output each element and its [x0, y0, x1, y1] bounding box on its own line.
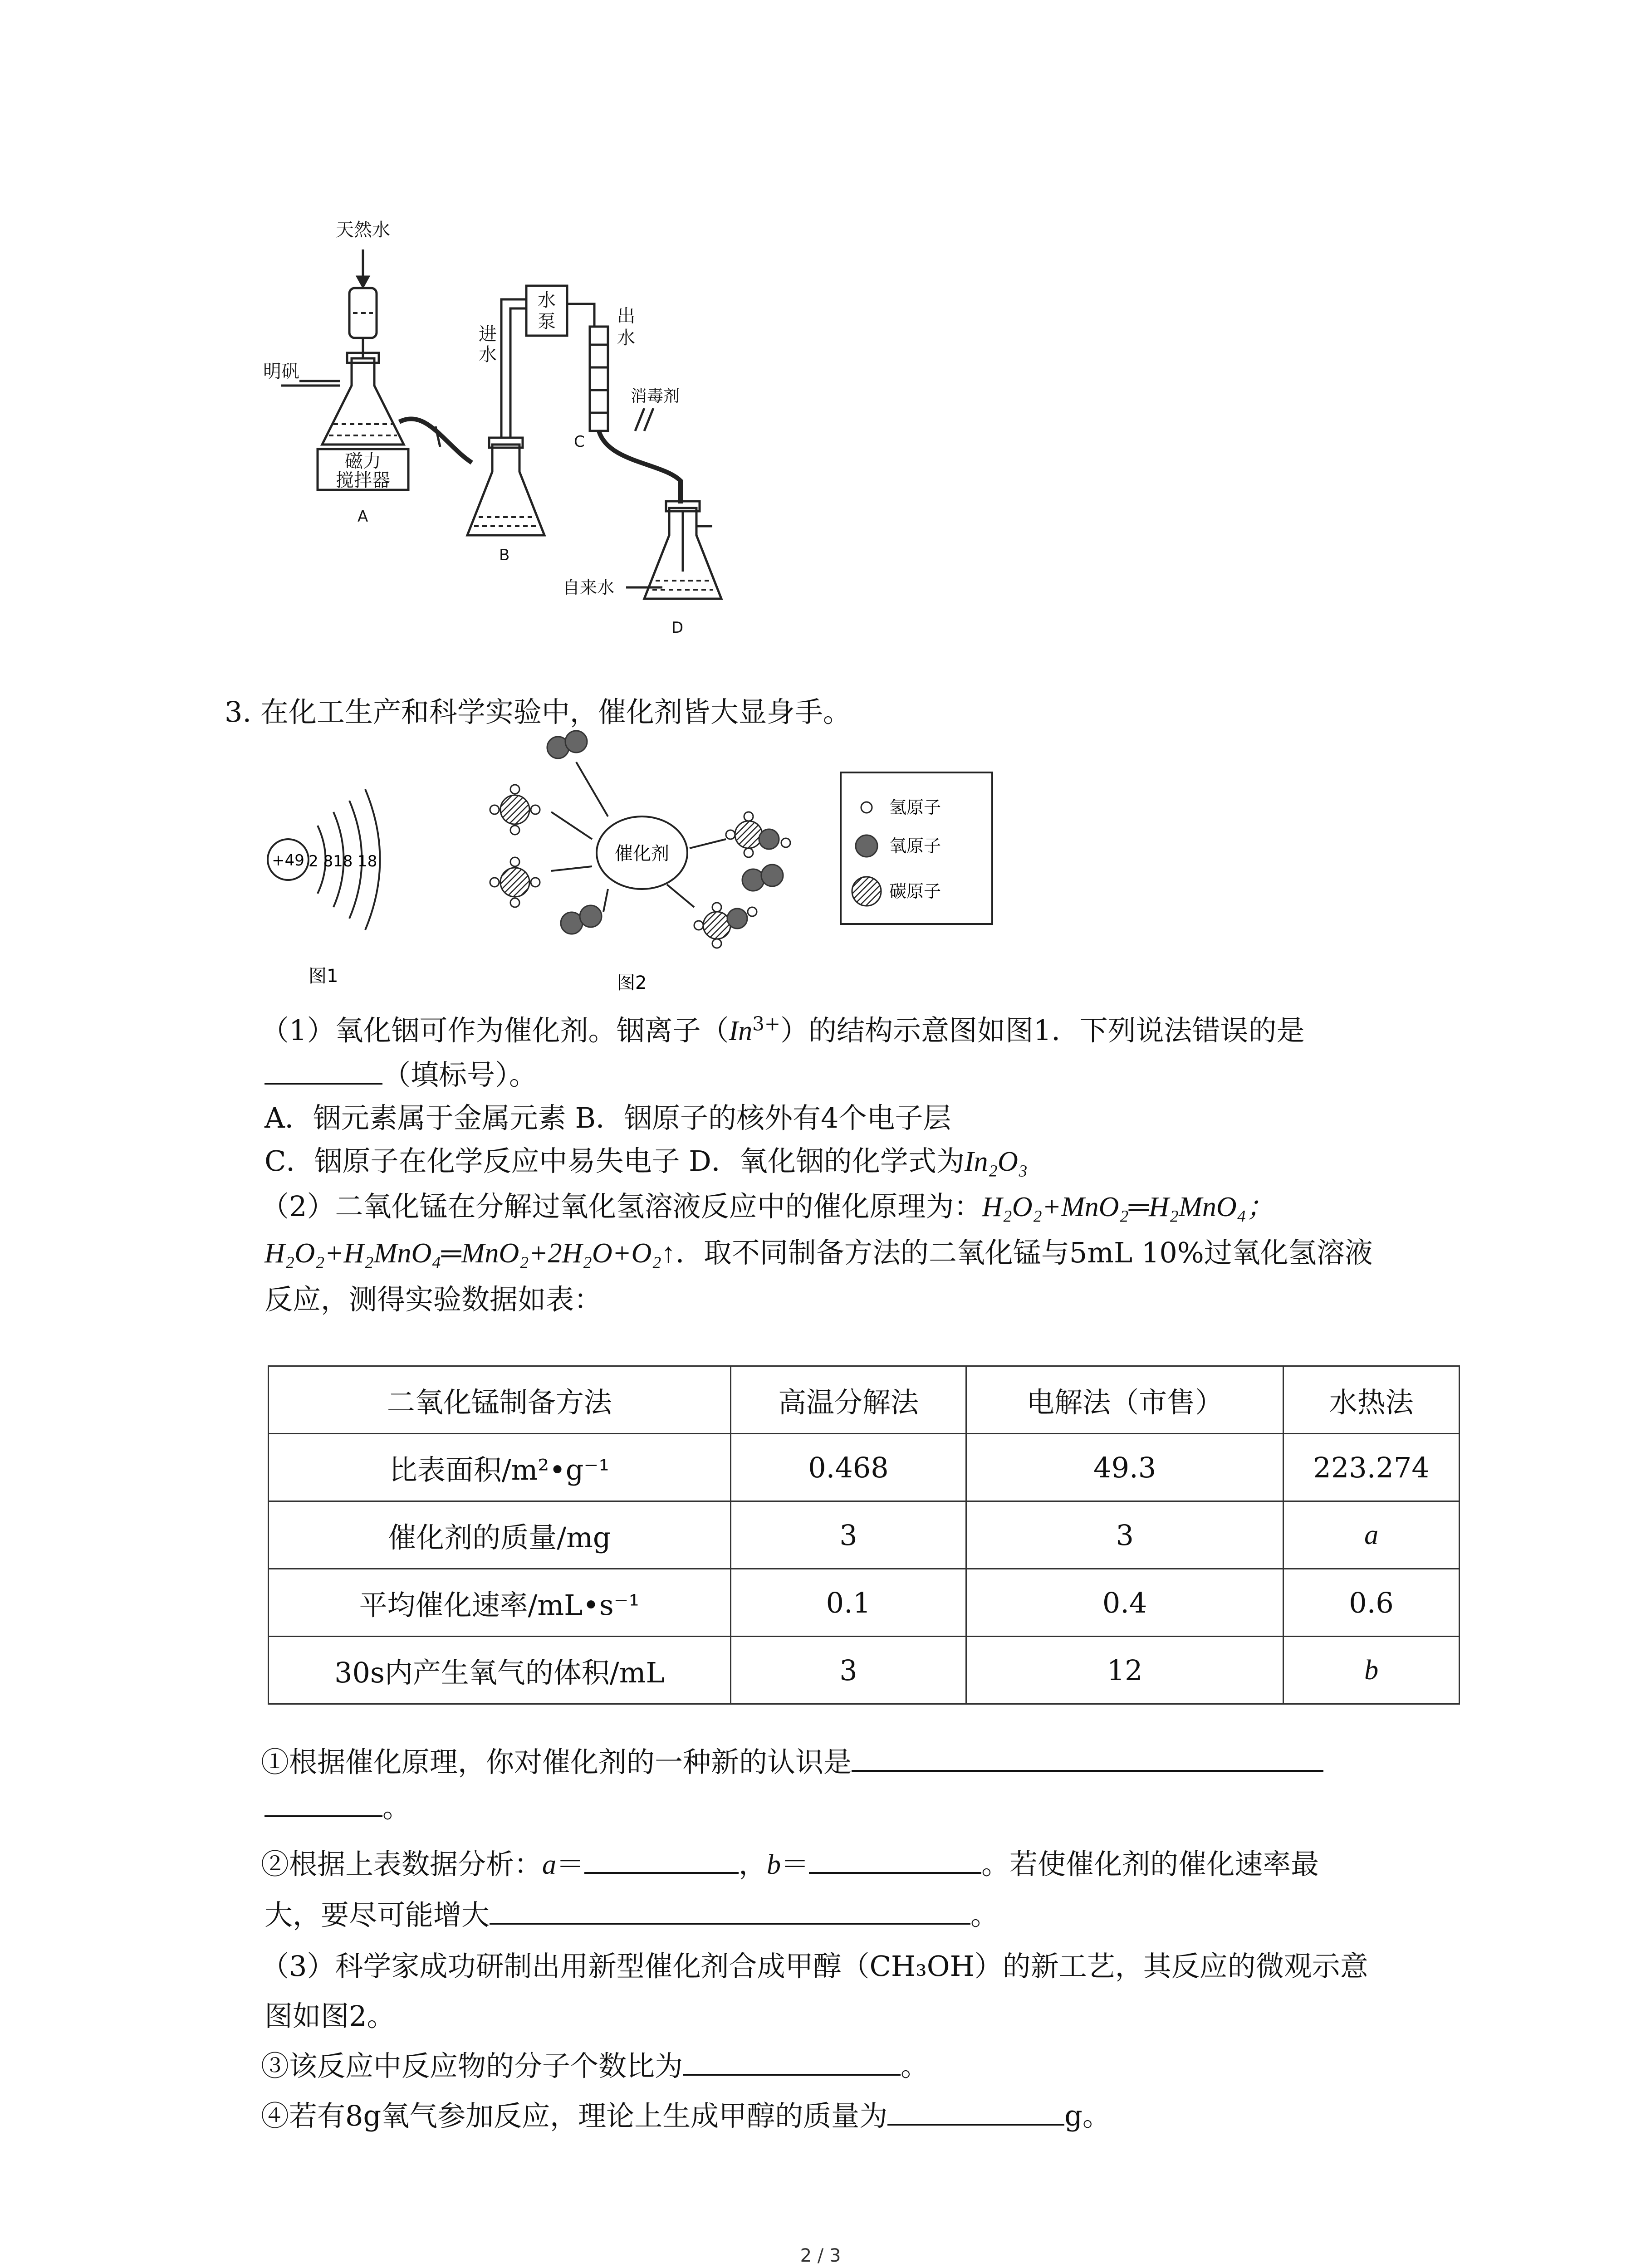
- sub-question-4: ④若有8g氧气参加反应，理论上生成甲醇的质量为 g。: [261, 2099, 1111, 2132]
- legend-hydrogen-label: 氢原子: [889, 797, 941, 817]
- legend-oxygen-marker: [856, 835, 877, 857]
- figure-2-caption: 图2: [617, 973, 647, 993]
- sub-question-2-cont: 大，要尽可能增大 。: [265, 1898, 999, 1931]
- label-natural-water: 天然水: [336, 220, 390, 240]
- table-cell: 223.274: [1283, 1434, 1460, 1501]
- label-alum: 明矾: [263, 361, 299, 382]
- atom-legend: [839, 771, 994, 925]
- table-header-cell: 二氧化锰制备方法: [269, 1366, 731, 1434]
- sub-question-1-cont: 。: [265, 1789, 411, 1826]
- label-pump-2: 泵: [538, 311, 556, 332]
- answer-blank-ratio[interactable]: [683, 2048, 901, 2076]
- label-disinfectant: 消毒剂: [631, 387, 680, 406]
- table-cell: 催化剂的质量/mg: [269, 1501, 731, 1569]
- water-purification-apparatus: [254, 209, 798, 644]
- table-cell: 30s内产生氧气的体积/mL: [269, 1637, 731, 1704]
- legend-carbon-label: 碳原子: [889, 881, 941, 901]
- label-pump-1: 水: [538, 290, 556, 311]
- label-c: C: [574, 433, 585, 451]
- label-b: B: [499, 546, 510, 564]
- answer-blank-a[interactable]: [584, 1847, 739, 1874]
- table-row: [269, 1569, 1460, 1637]
- table-header-cell: 电解法（市售）: [966, 1366, 1283, 1434]
- table-row: [269, 1637, 1460, 1704]
- figure-2-catalyst-reaction: [472, 726, 817, 998]
- part-3-line-2: 图如图2。: [265, 1999, 395, 2033]
- part-3-line-1: （3）科学家成功研制出用新型催化剂合成甲醇（CH₃OH）的新工艺，其反应的微观示意: [261, 1950, 1368, 1983]
- table-header-cell: 水热法: [1283, 1366, 1460, 1434]
- label-stirrer-1: 磁力: [345, 451, 381, 472]
- answer-blank-increase[interactable]: [490, 1897, 970, 1925]
- table-cell: b: [1283, 1637, 1460, 1704]
- catalyst-label: 催化剂: [615, 843, 669, 864]
- table-header-row: [269, 1366, 1460, 1434]
- label-water-in-1: 进: [479, 324, 497, 345]
- option-c-d: C．铟原子在化学反应中易失电子 D．氧化铟的化学式为In₂O₃: [265, 1144, 1028, 1178]
- label-tap-water: 自来水: [563, 577, 615, 597]
- sub-question-1: ①根据催化原理，你对催化剂的一种新的认识是: [261, 1744, 1323, 1780]
- answer-blank-sub-1b[interactable]: [265, 1790, 382, 1817]
- legend-oxygen-label: 氧原子: [889, 836, 941, 856]
- label-d: D: [671, 619, 684, 637]
- table-cell: 0.1: [730, 1569, 966, 1637]
- sub-question-2: ②根据上表数据分析：a＝ ，b＝ 。若使催化剂的催化速率最: [261, 1848, 1319, 1881]
- table-cell: 比表面积/m²•g⁻¹: [269, 1434, 731, 1501]
- table-cell: 3: [730, 1501, 966, 1569]
- sub-question-3: ③该反应中反应物的分子个数比为 。: [261, 2049, 929, 2082]
- option-a-b: A．铟元素属于金属元素 B．铟原子的核外有4个电子层: [265, 1101, 951, 1134]
- table-cell: a: [1283, 1501, 1460, 1569]
- table-cell: 0.4: [966, 1569, 1283, 1637]
- figure-1-indium-ion: [254, 771, 445, 989]
- label-water-out-2: 水: [617, 327, 635, 348]
- mno2-data-table: [268, 1365, 1460, 1705]
- label-water-in-2: 水: [479, 344, 497, 365]
- nucleus-charge: +49: [272, 851, 304, 870]
- table-cell: 3: [730, 1637, 966, 1704]
- part-2-line-2: H₂O₂+H₂MnO₄═MnO₂+2H₂O+O₂↑．取不同制备方法的二氧化锰与5mL 10%过氧化氢溶液: [265, 1236, 1373, 1269]
- legend-hydrogen-marker: [861, 802, 872, 813]
- answer-blank-mass[interactable]: [887, 2098, 1064, 2126]
- table-cell: 平均催化速率/mL•s⁻¹: [269, 1569, 731, 1637]
- part-1-line-2: （填标号）。: [265, 1057, 537, 1093]
- answer-blank-part-1[interactable]: [265, 1057, 382, 1085]
- answer-blank-b[interactable]: [809, 1847, 981, 1874]
- label-water-out-1: 出: [617, 306, 635, 327]
- label-a: A: [358, 508, 368, 526]
- table-cell: 49.3: [966, 1434, 1283, 1501]
- label-stirrer-2: 搅拌器: [336, 470, 390, 491]
- table-row: [269, 1501, 1460, 1569]
- part-2-line-3: 反应，测得实验数据如表：: [265, 1283, 603, 1316]
- table-header-cell: 高温分解法: [730, 1366, 966, 1434]
- part-1-line-1: （1）氧化铟可作为催化剂。铟离子$(In^{3+})$的结构示意图如图1．下列说法错误的是: [261, 1012, 1305, 1047]
- page-number: 2 / 3: [800, 2245, 841, 2266]
- electron-shells: 2 818 18: [309, 852, 377, 870]
- table-row: [269, 1434, 1460, 1501]
- answer-blank-sub-1a[interactable]: [852, 1745, 1323, 1772]
- table-cell: 12: [966, 1637, 1283, 1704]
- table-cell: 3: [966, 1501, 1283, 1569]
- legend-carbon-marker: [852, 877, 881, 906]
- figure-1-caption: 图1: [309, 966, 338, 987]
- question-3-stem: 3. 在化工生产和科学实验中，催化剂皆大显身手。: [225, 695, 851, 728]
- table-cell: 0.468: [730, 1434, 966, 1501]
- part-2-line-1: （2）二氧化锰在分解过氧化氢溶液反应中的催化原理为：H₂O₂+MnO₂═H₂MnO₄；: [261, 1190, 1275, 1223]
- table-cell: 0.6: [1283, 1569, 1460, 1637]
